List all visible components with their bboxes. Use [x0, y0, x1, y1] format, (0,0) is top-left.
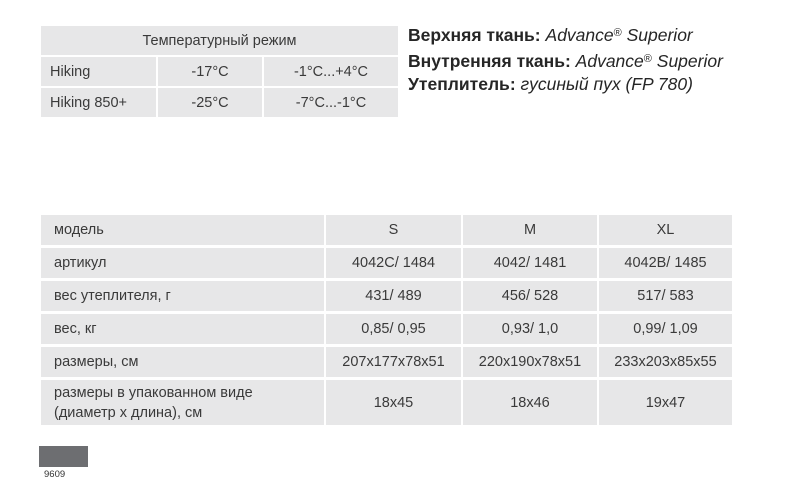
row-value-s: 4042C/ 1484: [326, 248, 463, 281]
packed-value-m: 18x46: [463, 380, 599, 425]
table-row: [41, 248, 732, 281]
model-table: [41, 215, 732, 425]
row-value-xl: 517/ 583: [599, 281, 732, 314]
row-label: вес утеплителя, г: [41, 281, 326, 314]
inner-fabric-line: [408, 48, 723, 74]
table-row-packed: [41, 380, 732, 425]
model-header-label: модель: [41, 215, 326, 248]
packed-value-xl: 19x47: [599, 380, 732, 425]
packed-label-line2: (диаметр х длина), см: [54, 404, 203, 421]
outer-fabric-suffix: Superior: [626, 25, 693, 45]
temperature-table: [41, 26, 398, 117]
fill-label: Утеплитель:: [408, 74, 516, 94]
color-swatch: [39, 446, 88, 467]
model-header-row: [41, 215, 732, 248]
outer-fabric-reg-mark: ®: [613, 27, 622, 39]
row-label: размеры, см: [41, 347, 326, 380]
temperature-row-name: Hiking: [41, 57, 158, 88]
table-row: [41, 347, 732, 380]
row-value-s: 0,85/ 0,95: [326, 314, 463, 347]
color-code: 9609: [44, 469, 66, 480]
row-value-m: 220x190x78x51: [463, 347, 599, 380]
fill-line: [408, 73, 723, 97]
packed-label: [41, 380, 326, 425]
row-value-m: 0,93/ 1,0: [463, 314, 599, 347]
material-specs: [408, 22, 723, 97]
table-row: [41, 314, 732, 347]
row-value-m: 456/ 528: [463, 281, 599, 314]
temperature-row-range: -7°C...-1°C: [264, 88, 398, 117]
row-value-s: 431/ 489: [326, 281, 463, 314]
temperature-row-range: -1°C...+4°C: [264, 57, 398, 88]
row-label: артикул: [41, 248, 326, 281]
row-value-s: 207x177x78x51: [326, 347, 463, 380]
packed-value-s: 18x45: [326, 380, 463, 425]
row-value-xl: 233x203x85x55: [599, 347, 732, 380]
fill-value: гусиный пух (FP 780): [520, 74, 693, 94]
table-row: [41, 281, 732, 314]
temperature-header-row: [41, 26, 398, 57]
temperature-row: [41, 57, 398, 88]
outer-fabric-line: [408, 22, 723, 48]
size-m-header: M: [463, 215, 599, 248]
row-label: вес, кг: [41, 314, 326, 347]
packed-label-line1: размеры в упакованном виде: [54, 384, 253, 401]
temperature-row-comfort: -17°C: [158, 57, 264, 88]
size-s-header: S: [326, 215, 463, 248]
outer-fabric-label: Верхняя ткань:: [408, 25, 541, 45]
row-value-xl: 4042B/ 1485: [599, 248, 732, 281]
inner-fabric-reg-mark: ®: [643, 52, 652, 65]
row-value-m: 4042/ 1481: [463, 248, 599, 281]
inner-fabric-value: Advance: [575, 50, 644, 71]
temperature-row-name: Hiking 850+: [41, 88, 158, 117]
inner-fabric-label: Внутренняя ткань:: [408, 50, 571, 71]
temperature-title: Температурный режим: [41, 26, 398, 57]
temperature-row: [41, 88, 398, 117]
outer-fabric-value: Advance: [545, 25, 614, 45]
size-xl-header: XL: [599, 215, 732, 248]
inner-fabric-suffix: Superior: [656, 50, 723, 71]
temperature-row-comfort: -25°C: [158, 88, 264, 117]
row-value-xl: 0,99/ 1,09: [599, 314, 732, 347]
